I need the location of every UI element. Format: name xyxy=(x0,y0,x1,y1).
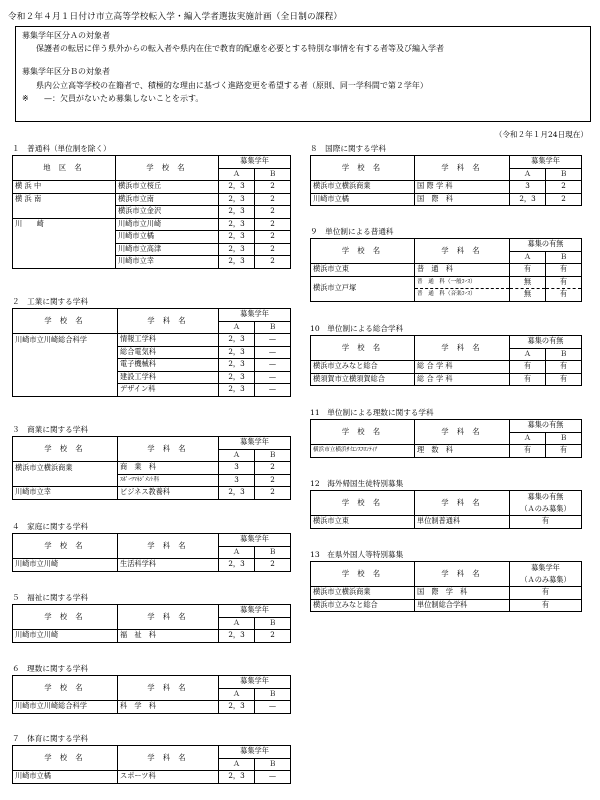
col-region: 地 区 名 xyxy=(13,156,116,181)
has-a-cell: 無 xyxy=(510,289,546,302)
col-dept: 学 科 名 xyxy=(118,534,219,559)
section-5-heading: ５ 福祉に関する学科 xyxy=(12,593,88,602)
grade-a-cell: 2，3 xyxy=(510,193,546,206)
section-7 xyxy=(12,733,291,784)
has-cell: 有 xyxy=(510,599,582,612)
table-row xyxy=(311,193,582,206)
region-cell: 横 浜 中 xyxy=(13,181,116,194)
school-cell: 横須賀市立横須賀総合 xyxy=(311,373,415,386)
col-a: Ａ xyxy=(510,348,546,361)
table-row xyxy=(311,516,582,529)
table-row xyxy=(13,559,291,572)
school-cell: 横浜市立東 xyxy=(311,516,415,529)
col-school: 学 校 名 xyxy=(311,156,415,181)
section-5 xyxy=(12,592,291,643)
school-cell: 川崎市立橘 xyxy=(116,231,219,244)
col-b: Ｂ xyxy=(255,617,291,630)
school-cell: 川崎市立川崎 xyxy=(116,218,219,231)
school-cell: 横浜市立桜丘 xyxy=(116,181,219,194)
has-b-cell: 有 xyxy=(546,264,582,277)
as-of-date: （令和２年１月24日現在） xyxy=(494,130,588,139)
school-cell: 川崎市立川崎 xyxy=(13,559,118,572)
school-cell: 横浜市立横浜商業 xyxy=(13,462,118,475)
col-grade: 募集学年 xyxy=(219,309,291,322)
col-b: Ｂ xyxy=(546,168,582,181)
table-row xyxy=(13,181,291,194)
dept-cell: 総 合 学 科 xyxy=(415,361,510,374)
school-cell: 横浜市立みなと総合 xyxy=(311,599,415,612)
col-grade: 募集学年 xyxy=(219,605,291,618)
col-b: Ｂ xyxy=(546,432,582,445)
col-dept: 学 科 名 xyxy=(118,437,219,462)
table-row xyxy=(13,771,291,784)
school-cell: 川崎市立川崎 xyxy=(13,630,118,643)
school-cell: 川崎市立川崎総合科学 xyxy=(13,701,118,714)
section-11-heading: 11 単位制による理数に関する学科 xyxy=(310,408,434,417)
section-3 xyxy=(12,424,291,500)
grade-b-cell: 2 xyxy=(255,181,291,194)
section-13-table xyxy=(310,561,582,612)
col-dept: 学 科 名 xyxy=(415,562,510,587)
table-row xyxy=(13,359,291,372)
grade-a-cell: 2，3 xyxy=(219,384,255,397)
school-cell: 横浜市立横浜商業 xyxy=(311,587,415,600)
dept-cell: 国 際 学 科 xyxy=(415,587,510,600)
col-school: 学 校 名 xyxy=(13,746,118,771)
col-dept: 学 科 名 xyxy=(415,491,510,516)
col-a: Ａ xyxy=(219,617,255,630)
col-has: 募集の有無 xyxy=(510,336,582,349)
grade-b-cell: 2 xyxy=(255,559,291,572)
note-a-heading: 募集学年区分Ａの対象者 xyxy=(22,31,110,40)
grade-a-cell: 2，3 xyxy=(219,359,255,372)
table-row xyxy=(13,218,291,231)
school-cell: 川崎市立幸 xyxy=(13,487,118,500)
note-a-text: 保護者の転居に伴う県外からの転入者や県内在住で教育的配慮を必要とする特別な事情を有する者等及び編入学者 xyxy=(36,44,444,53)
grade-b-cell: — xyxy=(255,371,291,384)
col-a: Ａ xyxy=(219,688,255,701)
table-row xyxy=(13,243,291,256)
has-cell: 有 xyxy=(510,587,582,600)
section-4-heading: ４ 家庭に関する学科 xyxy=(12,522,88,531)
grade-a-cell: 3 xyxy=(219,462,255,475)
legend-mark: ※ xyxy=(22,94,29,103)
grade-b-cell: 2 xyxy=(255,206,291,219)
col-grade: 募集学年 xyxy=(219,156,291,169)
has-a-cell: 有 xyxy=(510,264,546,277)
col-dept: 学 科 名 xyxy=(415,336,510,361)
grade-b-cell: 2 xyxy=(255,243,291,256)
has-b-cell: 有 xyxy=(546,445,582,458)
school-cell: 川崎市立橘 xyxy=(13,771,118,784)
col-a-only: （Ａのみ募集） xyxy=(510,503,582,516)
dept-cell: スポーツ科 xyxy=(118,771,219,784)
has-a-cell: 有 xyxy=(510,445,546,458)
col-a: Ａ xyxy=(219,321,255,334)
target-notes-box xyxy=(15,26,591,122)
section-5-table xyxy=(12,604,291,643)
col-a: Ａ xyxy=(510,168,546,181)
section-12 xyxy=(310,478,582,529)
table-row xyxy=(13,630,291,643)
legend-text: —：欠員がないため募集しないことを示す。 xyxy=(44,94,204,103)
section-1-table xyxy=(12,155,291,269)
col-b: Ｂ xyxy=(255,449,291,462)
table-row xyxy=(13,193,291,206)
table-row xyxy=(13,231,291,244)
note-b-text: 県内公立高等学校の在籍者で、積極的な理由に基づく進路変更を希望する者（原則、同一学科間で第２学年） xyxy=(36,81,428,90)
section-6-heading: ６ 理数に関する学科 xyxy=(12,664,88,673)
has-b-cell: 有 xyxy=(546,289,582,302)
grade-a-cell: 2，3 xyxy=(219,346,255,359)
grade-b-cell: — xyxy=(255,771,291,784)
col-a-only: （Ａのみ募集） xyxy=(510,574,582,587)
school-cell: 横浜市立戸塚 xyxy=(311,276,415,301)
grade-a-cell: 2，3 xyxy=(219,181,255,194)
has-b-cell: 有 xyxy=(546,276,582,289)
grade-b-cell: 2 xyxy=(546,193,582,206)
dept-cell: 建設工学科 xyxy=(118,371,219,384)
col-b: Ｂ xyxy=(255,546,291,559)
has-a-cell: 無 xyxy=(510,276,546,289)
grade-a-cell: 2，3 xyxy=(219,334,255,347)
col-dept: 学 科 名 xyxy=(118,746,219,771)
has-a-cell: 有 xyxy=(510,373,546,386)
grade-a-cell: 2，3 xyxy=(219,630,255,643)
school-cell: 横浜市立東 xyxy=(311,264,415,277)
col-grade: 募集学年 xyxy=(219,676,291,689)
col-grade: 募集学年 xyxy=(219,534,291,547)
section-4-table xyxy=(12,533,291,572)
table-row xyxy=(311,181,582,194)
col-school: 学 校 名 xyxy=(311,336,415,361)
dept-cell: 普 通 科 xyxy=(415,264,510,277)
table-row xyxy=(311,373,582,386)
grade-a-cell: 2，3 xyxy=(219,206,255,219)
grade-a-cell: 2，3 xyxy=(219,701,255,714)
dept-cell: デザイン科 xyxy=(118,384,219,397)
col-a: Ａ xyxy=(219,546,255,559)
col-b: Ｂ xyxy=(546,251,582,264)
grade-a-cell: 2，3 xyxy=(219,231,255,244)
section-8 xyxy=(310,143,582,206)
col-dept: 学 科 名 xyxy=(118,605,219,630)
grade-b-cell: 2 xyxy=(255,256,291,269)
dept-cell: 商 業 科 xyxy=(118,462,219,475)
school-cell: 川崎市立幸 xyxy=(116,256,219,269)
dept-cell: 普 通 科（一般ｺｰｽ） xyxy=(415,276,510,289)
section-3-heading: ３ 商業に関する学科 xyxy=(12,425,88,434)
col-school: 学 校 名 xyxy=(311,491,415,516)
dept-cell: 情報工学科 xyxy=(118,334,219,347)
grade-a-cell: 2，3 xyxy=(219,193,255,206)
section-12-heading: 12 海外帰国生徒特別募集 xyxy=(310,479,404,488)
section-8-heading: ８ 国際に関する学科 xyxy=(310,144,386,153)
dept-cell: 国 際 学 科 xyxy=(415,181,510,194)
col-dept: 学 科 名 xyxy=(415,156,510,181)
grade-a-cell: 3 xyxy=(219,474,255,487)
section-11 xyxy=(310,407,582,458)
col-b: Ｂ xyxy=(255,688,291,701)
school-cell: 川崎市立橘 xyxy=(311,193,415,206)
table-row xyxy=(13,256,291,269)
section-2-table xyxy=(12,308,291,397)
section-1-heading: １ 普通科（単位制を除く） xyxy=(12,144,111,153)
section-3-table xyxy=(12,436,291,500)
grade-b-cell: — xyxy=(255,346,291,359)
col-dept: 学 科 名 xyxy=(118,676,219,701)
col-a: Ａ xyxy=(510,251,546,264)
col-has: 募集の有無 xyxy=(510,239,582,252)
dept-cell: 生活科学科 xyxy=(118,559,219,572)
section-6-table xyxy=(12,675,291,714)
section-13 xyxy=(310,549,582,612)
table-row xyxy=(13,334,291,347)
dept-cell: 総合電気科 xyxy=(118,346,219,359)
col-school: 学 校 名 xyxy=(311,562,415,587)
grade-a-cell: 2，3 xyxy=(219,559,255,572)
table-row xyxy=(311,276,582,289)
grade-b-cell: 2 xyxy=(255,474,291,487)
grade-b-cell: 2 xyxy=(255,231,291,244)
section-9 xyxy=(310,226,582,302)
col-school: 学 校 名 xyxy=(13,676,118,701)
section-11-table xyxy=(310,419,582,458)
col-grade: 募集学年 xyxy=(510,562,582,575)
school-cell: 横浜市立横浜ｻｲｴﾝｽﾌﾛﾝﾃｨｱ xyxy=(311,445,415,458)
table-row xyxy=(13,346,291,359)
section-8-table xyxy=(310,155,582,206)
table-row xyxy=(13,462,291,475)
grade-b-cell: — xyxy=(255,334,291,347)
section-9-table xyxy=(310,238,582,302)
section-10 xyxy=(310,323,582,386)
table-row xyxy=(311,445,582,458)
school-cell: 川崎市立高津 xyxy=(116,243,219,256)
col-grade: 募集学年 xyxy=(219,746,291,759)
col-b: Ｂ xyxy=(255,758,291,771)
col-b: Ｂ xyxy=(546,348,582,361)
dept-cell: 普 通 科（音楽ｺｰｽ） xyxy=(415,289,510,302)
table-row xyxy=(311,361,582,374)
grade-a-cell: 2，3 xyxy=(219,243,255,256)
page-title: 令和２年４月１日付け市立高等学校転入学・編入学者選抜実施計画（全日制の課程） xyxy=(8,12,343,22)
col-has: 募集の有無 xyxy=(510,491,582,504)
dept-cell: 福 祉 科 xyxy=(118,630,219,643)
section-13-heading: 13 在県外国人等特別募集 xyxy=(310,550,404,559)
has-cell: 有 xyxy=(510,516,582,529)
col-school: 学 校 名 xyxy=(311,239,415,264)
has-b-cell: 有 xyxy=(546,373,582,386)
grade-b-cell: — xyxy=(255,384,291,397)
section-7-table xyxy=(12,745,291,784)
section-6 xyxy=(12,663,291,714)
school-cell: 横浜市立みなと総合 xyxy=(311,361,415,374)
section-12-table xyxy=(310,490,582,529)
table-row xyxy=(311,587,582,600)
dept-cell: 電子機械科 xyxy=(118,359,219,372)
grade-a-cell: 2，3 xyxy=(219,256,255,269)
grade-b-cell: 2 xyxy=(255,487,291,500)
region-cell: 横 浜 南 xyxy=(13,193,116,206)
col-a: Ａ xyxy=(219,168,255,181)
school-cell: 横浜市立南 xyxy=(116,193,219,206)
section-2 xyxy=(12,296,291,397)
col-school: 学 校 名 xyxy=(13,605,118,630)
grade-a-cell: 2，3 xyxy=(219,487,255,500)
dept-cell: 総 合 学 科 xyxy=(415,373,510,386)
col-dept: 学 科 名 xyxy=(415,239,510,264)
col-a: Ａ xyxy=(510,432,546,445)
school-cell: 横浜市立金沢 xyxy=(116,206,219,219)
col-has: 募集の有無 xyxy=(510,420,582,433)
grade-b-cell: 2 xyxy=(546,181,582,194)
table-row xyxy=(13,206,291,219)
section-1 xyxy=(12,143,291,269)
table-row xyxy=(311,599,582,612)
section-4 xyxy=(12,521,291,572)
grade-b-cell: 2 xyxy=(255,193,291,206)
grade-b-cell: — xyxy=(255,701,291,714)
col-grade: 募集学年 xyxy=(510,156,582,169)
table-row xyxy=(13,371,291,384)
col-school: 学 校 名 xyxy=(13,309,118,334)
col-b: Ｂ xyxy=(255,168,291,181)
dept-cell: ビジネス教養科 xyxy=(118,487,219,500)
table-row xyxy=(13,701,291,714)
table-row xyxy=(13,384,291,397)
section-10-table xyxy=(310,335,582,386)
has-b-cell: 有 xyxy=(546,361,582,374)
dept-cell: ｽﾎﾟｰﾂﾏﾈｼﾞﾒﾝﾄ科 xyxy=(118,474,219,487)
section-9-heading: ９ 単位制による普通科 xyxy=(310,227,394,236)
col-a: Ａ xyxy=(219,758,255,771)
section-7-heading: ７ 体育に関する学科 xyxy=(12,734,88,743)
col-school: 学 校 名 xyxy=(116,156,219,181)
dept-cell: 科 学 科 xyxy=(118,701,219,714)
grade-b-cell: 2 xyxy=(255,630,291,643)
col-school: 学 校 名 xyxy=(13,437,118,462)
table-row xyxy=(13,474,291,487)
dept-cell: 国 際 科 xyxy=(415,193,510,206)
dept-cell: 単位制総合学科 xyxy=(415,599,510,612)
section-10-heading: 10 単位制による総合学科 xyxy=(310,324,404,333)
col-a: Ａ xyxy=(219,449,255,462)
grade-b-cell: — xyxy=(255,359,291,372)
col-school: 学 校 名 xyxy=(13,534,118,559)
region-cell: 川 崎 xyxy=(13,218,116,231)
grade-a-cell: 2，3 xyxy=(219,371,255,384)
note-b-heading: 募集学年区分Ｂの対象者 xyxy=(22,67,110,76)
col-dept: 学 科 名 xyxy=(415,420,510,445)
section-2-heading: ２ 工業に関する学科 xyxy=(12,297,88,306)
grade-b-cell: 2 xyxy=(255,218,291,231)
grade-a-cell: 2，3 xyxy=(219,771,255,784)
school-cell: 横浜市立横浜商業 xyxy=(311,181,415,194)
table-row xyxy=(311,264,582,277)
dept-cell: 単位制普通科 xyxy=(415,516,510,529)
col-b: Ｂ xyxy=(255,321,291,334)
grade-a-cell: 2，3 xyxy=(219,218,255,231)
has-a-cell: 有 xyxy=(510,361,546,374)
school-cell: 川崎市立川崎総合科学 xyxy=(13,334,118,347)
grade-b-cell: 2 xyxy=(255,462,291,475)
col-school: 学 校 名 xyxy=(311,420,415,445)
grade-a-cell: 3 xyxy=(510,181,546,194)
dept-cell: 理 数 科 xyxy=(415,445,510,458)
table-row xyxy=(13,487,291,500)
col-dept: 学 科 名 xyxy=(118,309,219,334)
col-grade: 募集学年 xyxy=(219,437,291,450)
